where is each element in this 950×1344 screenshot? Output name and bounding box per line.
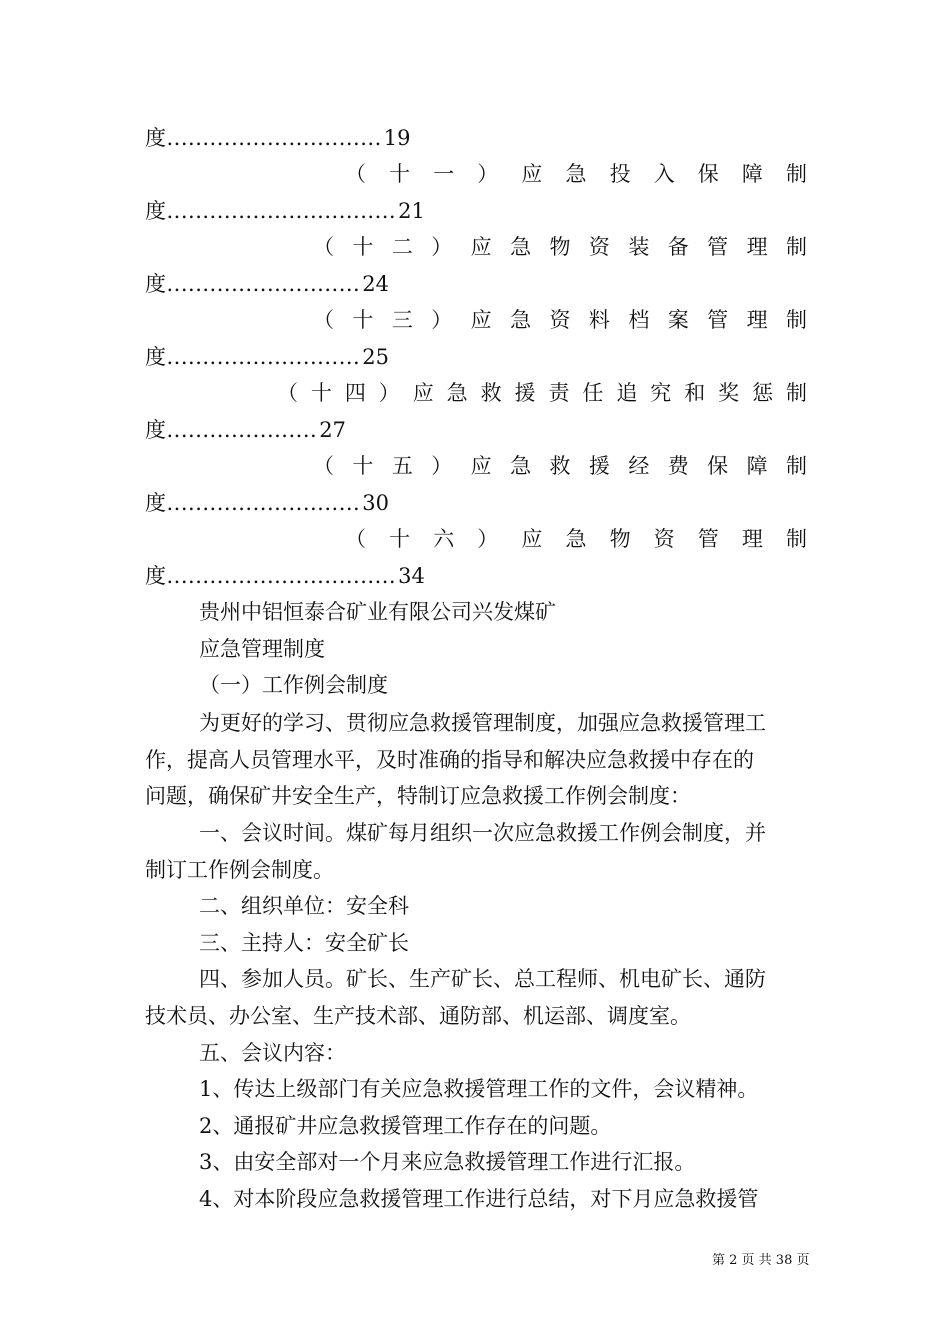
toc-page-number: 25 (362, 345, 389, 369)
toc-page-number: 27 (319, 418, 346, 442)
toc-page-number: 21 (398, 199, 425, 223)
content-item-4: 4、对本阶段应急救援管理工作进行总结，对下月应急救援管 (199, 1187, 759, 1211)
meeting-time-paragraph: 一、会议时间。煤矿每月组织一次应急救援工作例会制度，并 制订工作例会制度。 (145, 821, 766, 882)
organizer-line: 二、组织单位：安全科 (199, 894, 409, 918)
meeting-content-heading: 五、会议内容： (199, 1041, 346, 1065)
toc-page-number: 30 (362, 491, 389, 515)
content-item-3: 3、由安全部对一个月来应急救援管理工作进行汇报。 (199, 1150, 696, 1174)
toc-entry-title: （十一）应急投入保障制 (345, 162, 807, 186)
section-heading: （一）工作例会制度 (199, 673, 388, 697)
toc-entry-fill: 度................................34 (145, 564, 425, 588)
toc-page-number: 34 (398, 564, 425, 588)
page-footer: 第 2 页 共 38 页 (712, 1253, 810, 1268)
document-title: 应急管理制度 (199, 637, 325, 661)
participants-paragraph: 四、参加人员。矿长、生产矿长、总工程师、机电矿长、通防 技术员、办公室、生产技术部、通防部、机运部、调度室。 (145, 967, 766, 1028)
toc-page-number: 24 (362, 272, 389, 296)
toc-entry-fill: 度................................21 (145, 199, 425, 223)
intro-paragraph: 为更好的学习、贯彻应急救援管理制度，加强应急救援管理工 作，提高人员管理水平，及时准确的指导和解决应急救援中存在的 问题，确保矿井安全生产，特制订应急救援工作例会制度： (145, 711, 766, 809)
toc-entry-title: （十三）应急资料档案管理制 (313, 308, 807, 332)
toc-entry-title: （十五）应急救援经费保障制 (313, 454, 807, 478)
content-item-2: 2、通报矿井应急救援管理工作存在的问题。 (199, 1114, 612, 1138)
toc-entry-fill: 度...........................24 (145, 272, 389, 296)
toc-entry-title: （十二）应急物资装备管理制 (313, 235, 807, 259)
toc-page-number: 19 (383, 126, 411, 150)
toc-entry-fill: 度..............................19 (145, 126, 411, 150)
toc-entry-fill: 度...........................25 (145, 345, 389, 369)
company-name: 贵州中铝恒泰合矿业有限公司兴发煤矿 (199, 600, 556, 624)
toc-entry-title: （十六）应急物资管理制 (345, 527, 807, 551)
toc-entry-fill: 度...........................30 (145, 491, 389, 515)
toc-entry-fill: 度.....................27 (145, 418, 346, 442)
content-item-1: 1、传达上级部门有关应急救援管理工作的文件，会议精神。 (199, 1077, 759, 1101)
host-line: 三、主持人：安全矿长 (199, 931, 409, 955)
toc-entry-title: （十四）应急救援责任追究和奖惩制 (277, 381, 807, 405)
